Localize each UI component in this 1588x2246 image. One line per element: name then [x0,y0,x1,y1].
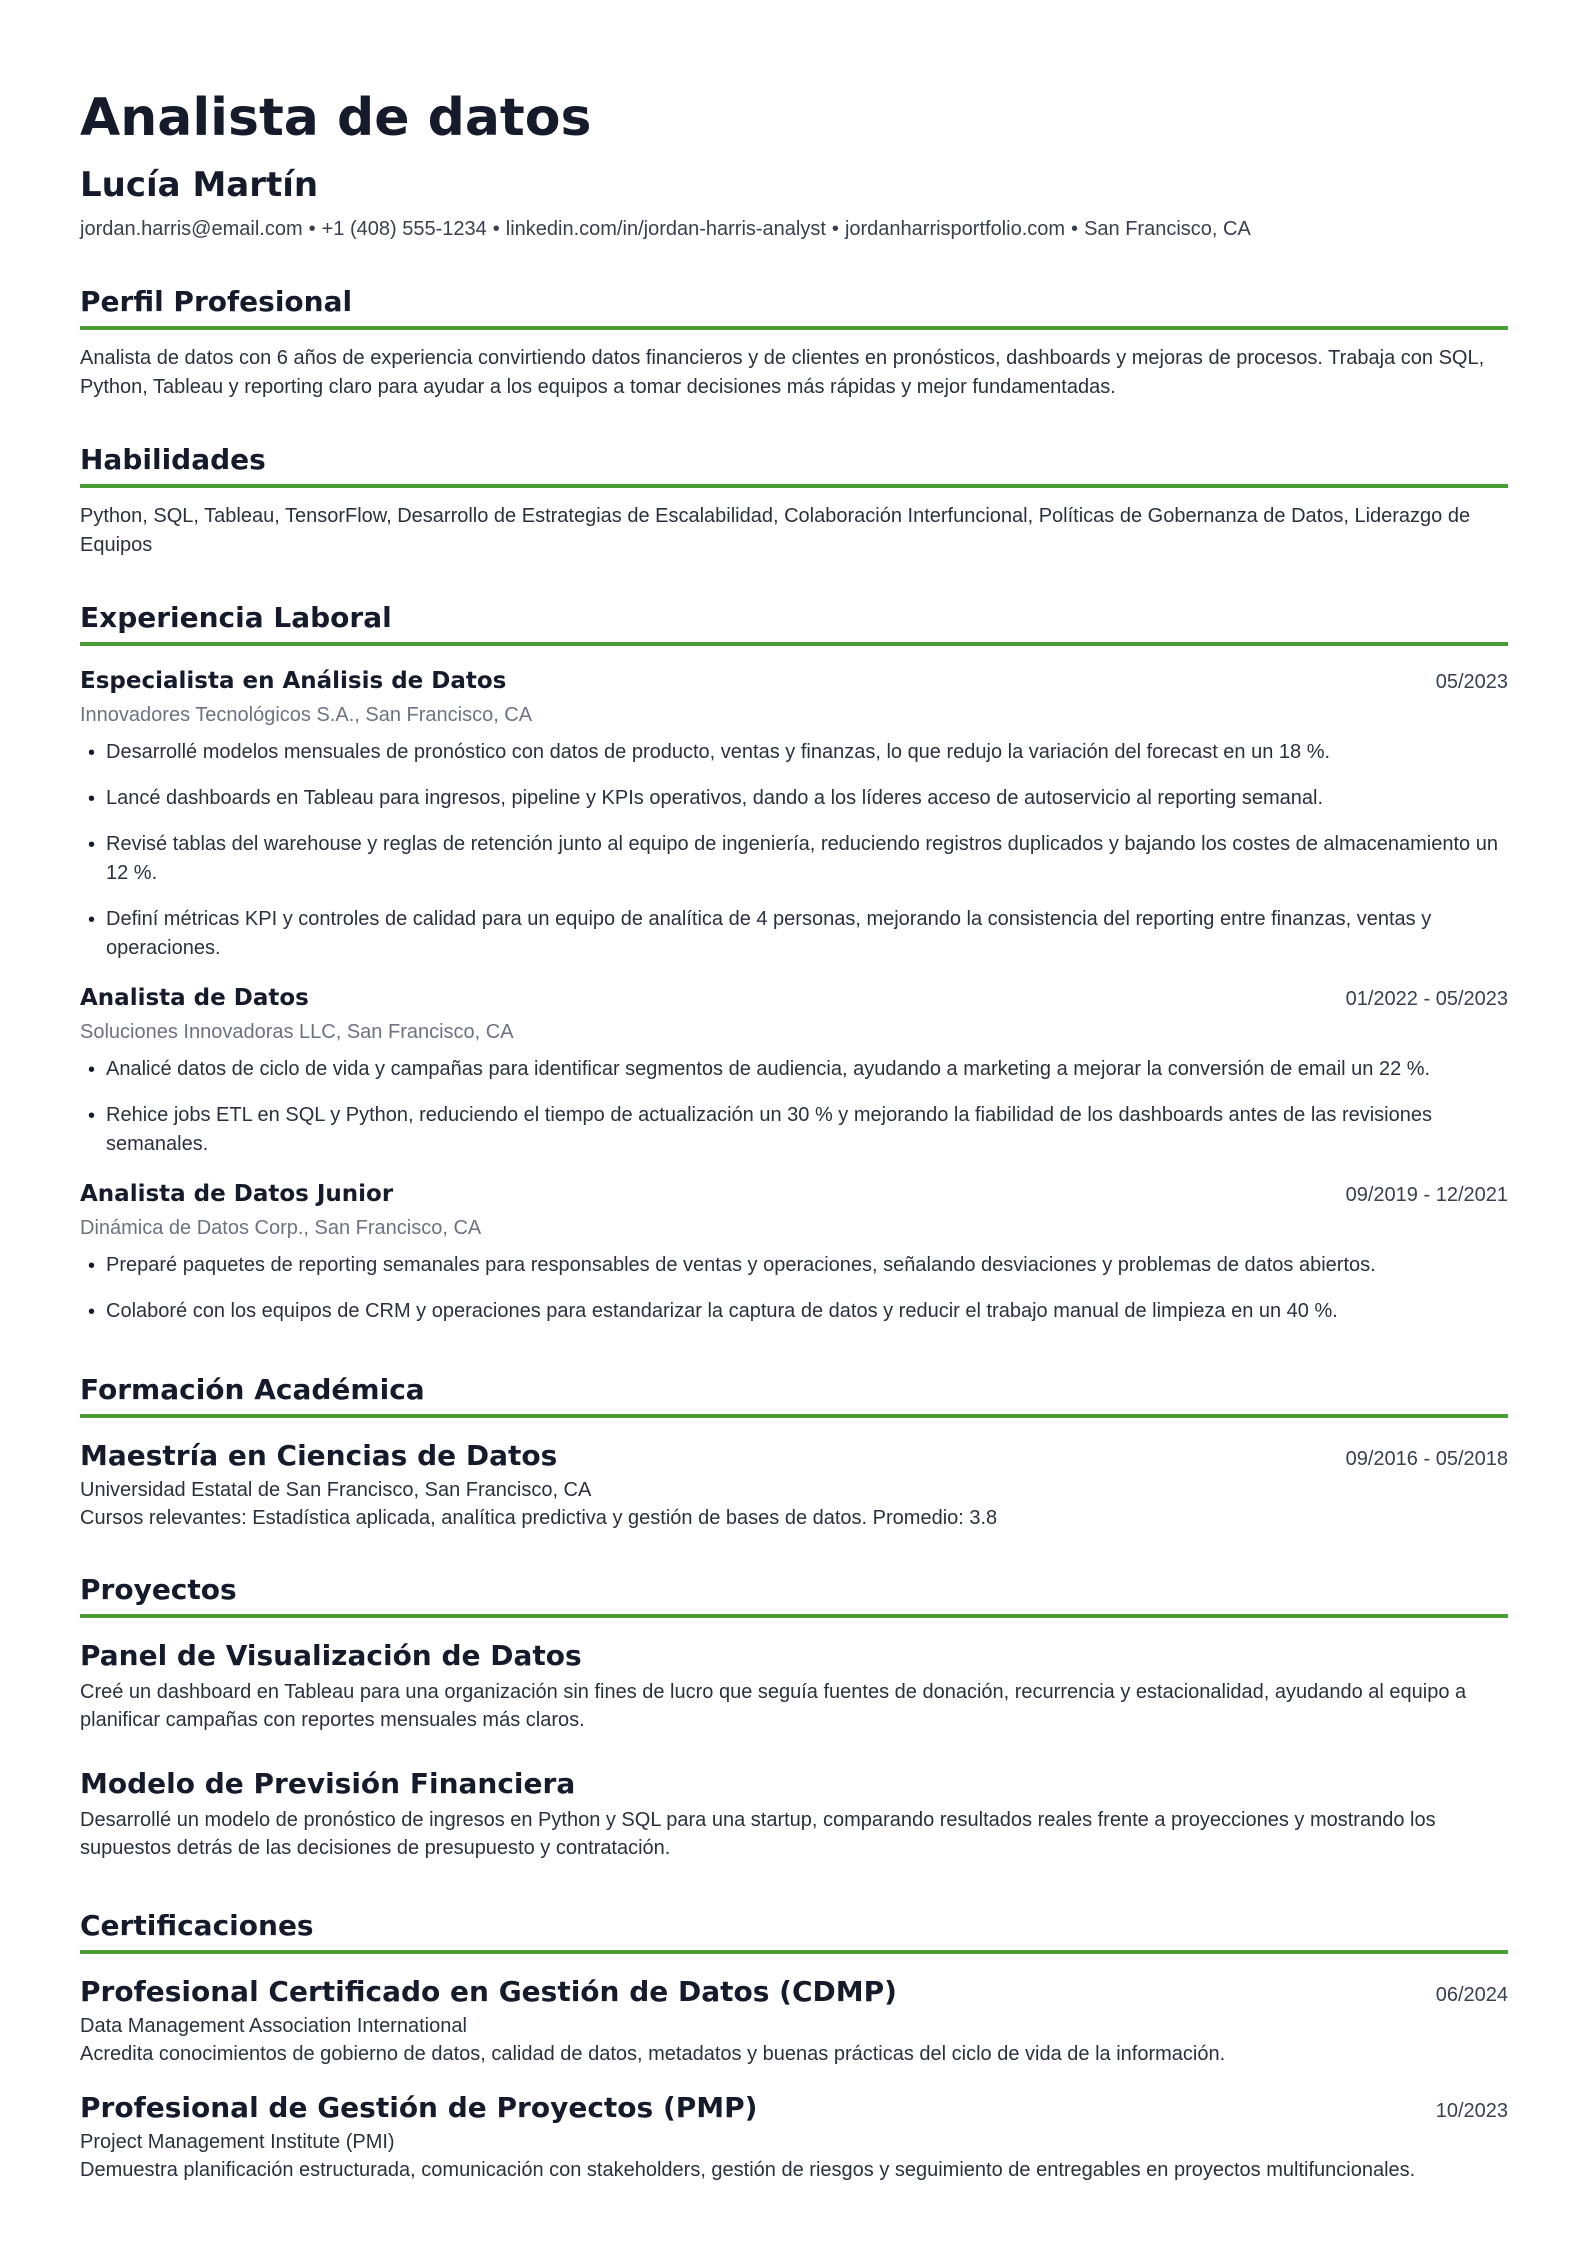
job-entry [80,981,1508,1159]
job-company: Soluciones Innovadoras LLC, San Francisco, CA [80,1021,514,1043]
contact-separator: • [831,218,839,240]
section-heading: Perfil Profesional [80,282,1508,330]
certification-description: Demuestra planificación estructurada, comunicación con stakeholders, gestión de riesgos y seguimiento de entregables en proyectos multifuncionales. [80,2159,1416,2181]
list-item: • Lancé dashboards en Tableau para ingresos, pipeline y KPIs operativos, dando a los líderes acceso de autoservicio al reporting semanal. [80,784,1508,813]
job-date: 01/2022 - 05/2023 [1345,988,1508,1010]
job-entry [80,1177,1508,1326]
project-title: Panel de Visualización de Datos [80,1639,582,1672]
project-entry [80,1636,1508,1734]
section-heading: Certificaciones [80,1906,1508,1954]
contact-location: San Francisco, CA [1084,218,1251,240]
section-certifications [80,1906,1508,2184]
job-bullets [80,1251,1508,1326]
section-heading: Experiencia Laboral [80,598,1508,646]
list-item: • Revisé tablas del warehouse y reglas de retención junto al equipo de ingeniería, reduciendo registros duplicados y bajando los costes de almacenamiento un 12 %. [80,830,1508,888]
section-heading: Habilidades [80,440,1508,488]
certification-entry [80,1972,1508,2068]
list-item: • Colaboré con los equipos de CRM y operaciones para estandarizar la captura de datos y reducir el trabajo manual de limpieza en un 40 %. [80,1297,1508,1326]
education-entry [80,1436,1508,1532]
contact-separator: • [1071,218,1079,240]
skills-list: Python, SQL, Tableau, TensorFlow, Desarrollo de Estrategias de Escalabilidad, Colaboración Interfuncional, Políticas de Gobernanza de Datos, Liderazgo de Equipos [80,505,1471,556]
section-profile [80,282,1508,402]
section-skills [80,440,1508,560]
project-description: Desarrollé un modelo de pronóstico de ingresos en Python y SQL para una startup, comparando resultados reales frente a proyecciones y mostrando los supuestos detrás de las decisiones de presupuesto y contratación. [80,1809,1436,1859]
list-item: • Preparé paquetes de reporting semanales para responsables de ventas y operaciones, señalando desviaciones y problemas de datos abiertos. [80,1251,1508,1280]
certification-date: 10/2023 [1435,2100,1508,2122]
certification-issuer: Project Management Institute (PMI) [80,2131,395,2153]
list-item: • Analicé datos de ciclo de vida y campañas para identificar segmentos de audiencia, ayudando a marketing a mejorar la conversión de email un 22 %. [80,1055,1508,1084]
section-heading: Proyectos [80,1570,1508,1618]
certification-title: Profesional Certificado en Gestión de Datos (CDMP) [80,1975,897,2008]
education-date: 09/2016 - 05/2018 [1345,1448,1508,1470]
contact-portfolio: jordanharrisportfolio.com [844,218,1066,240]
job-bullets [80,738,1508,963]
degree-title: Maestría en Ciencias de Datos [80,1439,558,1472]
resume-page [80,82,1508,2184]
job-date: 05/2023 [1435,671,1508,693]
contact-separator: • [308,218,316,240]
contact-line [80,214,1508,244]
contact-phone: +1 (408) 555-1234 [321,218,487,240]
job-bullets [80,1055,1508,1159]
project-description: Creé un dashboard en Tableau para una organización sin fines de lucro que seguía fuentes de donación, recurrencia y estacionalidad, ayudando al equipo a planificar campañas con reportes mensuales más claros. [80,1681,1467,1731]
section-experience [80,598,1508,1326]
project-entry [80,1764,1508,1862]
contact-email: jordan.harris@email.com [80,218,303,240]
certification-title: Profesional de Gestión de Proyectos (PMP) [80,2091,758,2124]
certification-issuer: Data Management Association International [80,2015,467,2037]
job-company: Dinámica de Datos Corp., San Francisco, CA [80,1217,482,1239]
contact-linkedin: linkedin.com/in/jordan-harris-analyst [505,218,826,240]
list-item: • Rehice jobs ETL en SQL y Python, reduciendo el tiempo de actualización un 30 % y mejorando la fiabilidad de los dashboards antes de las revisiones semanales. [80,1101,1508,1159]
job-entry [80,664,1508,963]
list-item: • Definí métricas KPI y controles de calidad para un equipo de analítica de 4 personas, mejorando la consistencia del reporting entre finanzas, ventas y operaciones. [80,905,1508,963]
section-heading: Formación Académica [80,1370,1508,1418]
job-company: Innovadores Tecnológicos S.A., San Francisco, CA [80,704,533,726]
job-title: Analista de Datos Junior [80,1181,394,1207]
job-title: Especialista en Análisis de Datos [80,668,507,694]
candidate-name: Lucía Martín [80,165,319,205]
certification-date: 06/2024 [1435,1984,1508,2006]
section-education [80,1370,1508,1532]
certification-entry [80,2088,1508,2184]
job-title: Analista de Datos [80,985,309,1011]
certification-description: Acredita conocimientos de gobierno de datos, calidad de datos, metadatos y buenas prácticas del ciclo de vida de la información. [80,2043,1226,2065]
profile-summary: Analista de datos con 6 años de experiencia convirtiendo datos financieros y de clientes en pronósticos, dashboards y mejoras de procesos. Trabaja con SQL, Python, Tableau y reporting claro para ayudar a los equipos a tomar decisiones más rápidas y mejor fundamentadas. [80,347,1485,398]
project-title: Modelo de Previsión Financiera [80,1767,576,1800]
section-projects [80,1570,1508,1862]
job-date: 09/2019 - 12/2021 [1345,1184,1508,1206]
school-name: Universidad Estatal de San Francisco, San Francisco, CA [80,1479,592,1501]
contact-separator: • [492,218,500,240]
document-title: Analista de datos [80,88,592,148]
education-details: Cursos relevantes: Estadística aplicada, analítica predictiva y gestión de bases de datos. Promedio: 3.8 [80,1507,998,1529]
list-item: • Desarrollé modelos mensuales de pronóstico con datos de producto, ventas y finanzas, lo que redujo la variación del forecast en un 18 %. [80,738,1508,767]
